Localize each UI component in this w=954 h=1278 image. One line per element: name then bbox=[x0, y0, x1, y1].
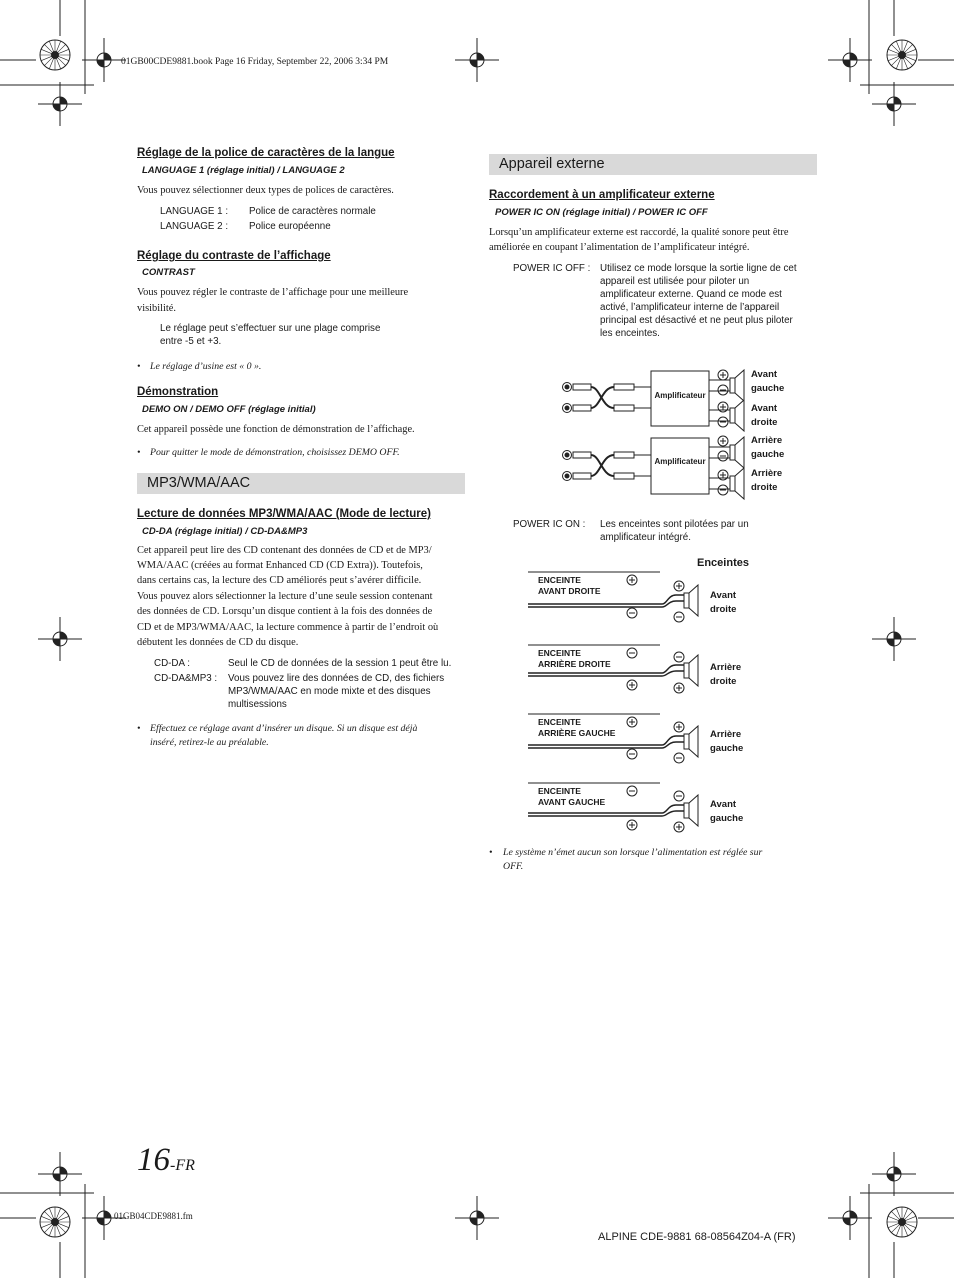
footer-file: 01GB04CDE9881.fm bbox=[114, 1211, 193, 1221]
mp3-text-7: débutent les données de CD du disque. bbox=[137, 637, 299, 648]
contrast-text-1: Vous pouvez régler le contraste de l’affichage pour une meilleure bbox=[137, 287, 409, 298]
power-ic-on-2: amplificateur intégré. bbox=[600, 532, 691, 543]
power-ic-off-key: POWER IC OFF : bbox=[513, 263, 591, 274]
amp-speaker-3: Arrière gauche bbox=[751, 435, 785, 460]
lead-label-4: ENCEINTE AVANT GAUCHE bbox=[538, 786, 606, 807]
mp3-text-1: Cet appareil peut lire des CD contenant des données de CD et de MP3/ bbox=[137, 545, 432, 556]
mp3-item-2-value-2: MP3/WMA/AAC en mode mixte et des disques bbox=[228, 686, 431, 697]
font-item-2-key: LANGUAGE 2 : bbox=[160, 221, 229, 232]
power-ic-off-3: amplificateur externe. Quand ce mode est bbox=[600, 289, 782, 300]
power-ic-off-5: principal est désactivé et ne peut plus piloter bbox=[600, 315, 793, 326]
contrast-setting: CONTRAST bbox=[142, 267, 195, 278]
demo-note: Pour quitter le mode de démonstration, choisissez DEMO OFF. bbox=[150, 447, 400, 458]
direct-speaker-1: Avant droite bbox=[710, 590, 737, 615]
speakers-diagram-title: Enceintes bbox=[697, 557, 749, 569]
font-item-1-key: LANGUAGE 1 : bbox=[160, 206, 229, 217]
appareil-section-heading: Appareil externe bbox=[499, 156, 605, 172]
demo-section-title: Démonstration bbox=[137, 386, 219, 398]
power-ic-off-1: Utilisez ce mode lorsque la sortie ligne de cet bbox=[600, 263, 797, 274]
amp-label-2: Amplificateur bbox=[654, 457, 706, 466]
amp-note-2: OFF. bbox=[503, 861, 524, 872]
contrast-range-1: Le réglage peut s’effectuer sur une plage comprise bbox=[160, 323, 381, 334]
amp-setting: POWER IC ON (réglage initial) / POWER IC OFF bbox=[495, 207, 708, 218]
direct-speaker-3: Arrière gauche bbox=[710, 729, 744, 754]
mp3-text-4: Vous pouvez alors sélectionner la lecture d’une seule session contenant bbox=[137, 591, 433, 602]
demo-text: Cet appareil possède une fonction de démonstration de l’affichage. bbox=[137, 424, 415, 435]
footer-model: ALPINE CDE-9881 68-08564Z04-A (FR) bbox=[598, 1231, 796, 1243]
page-number: 16-FR bbox=[137, 1142, 195, 1178]
amp-note-1: Le système n’émet aucun son lorsque l’alimentation est réglée sur bbox=[503, 847, 763, 858]
amp-speaker-2: Avant droite bbox=[751, 403, 778, 428]
direct-speaker-4: Avant gauche bbox=[710, 799, 744, 824]
mp3-section-heading: MP3/WMA/AAC bbox=[147, 475, 251, 491]
amp-text-1: Lorsqu’un amplificateur externe est raccordé, la qualité sonore peut être bbox=[489, 227, 789, 238]
power-ic-off-2: appareil est utilisée pour piloter un bbox=[600, 276, 750, 287]
contrast-note-bullet: • bbox=[137, 361, 141, 372]
mp3-text-3: dans certains cas, la lecture des CD améliorés peut s’avérer difficile. bbox=[137, 575, 422, 586]
mp3-note-bullet: • bbox=[137, 723, 141, 734]
lead-label-3: ENCEINTE ARRIÈRE GAUCHE bbox=[538, 717, 616, 738]
mp3-item-2-value-1: Vous pouvez lire des données de CD, des fichiers bbox=[228, 673, 445, 684]
amp-title: Raccordement à un amplificateur externe bbox=[489, 189, 715, 201]
mp3-text-6: CD et de MP3/WMA/AAC, la lecture commence à partir de l’endroit où bbox=[137, 622, 439, 633]
font-setting: LANGUAGE 1 (réglage initial) / LANGUAGE 2 bbox=[142, 165, 345, 176]
mp3-text-2: WMA/AAC (créées au format Enhanced CD (CD Extra)). Toutefois, bbox=[137, 560, 423, 571]
mp3-item-2-key: CD-DA&MP3 : bbox=[154, 673, 218, 684]
amp-text-2: améliorée en coupant l’alimentation de l’amplificateur intégré. bbox=[489, 242, 750, 253]
amp-note-bullet: • bbox=[489, 847, 493, 858]
mp3-item-1-key: CD-DA : bbox=[154, 658, 190, 669]
contrast-note: Le réglage d’usine est « 0 ». bbox=[150, 361, 262, 372]
contrast-text-2: visibilité. bbox=[137, 303, 176, 314]
amp-speaker-1: Avant gauche bbox=[751, 369, 785, 394]
amp-label-1: Amplificateur bbox=[654, 391, 706, 400]
power-ic-off-4: activé, l’amplificateur interne de l’appareil bbox=[600, 302, 780, 313]
lead-label-1: ENCEINTE AVANT DROITE bbox=[538, 575, 601, 596]
power-ic-off-6: les enceintes. bbox=[600, 328, 660, 339]
mp3-title: Lecture de données MP3/WMA/AAC (Mode de lecture) bbox=[137, 508, 431, 520]
font-item-2-value: Police européenne bbox=[249, 221, 331, 232]
font-text: Vous pouvez sélectionner deux types de polices de caractères. bbox=[137, 185, 394, 196]
demo-note-bullet: • bbox=[137, 447, 141, 458]
contrast-range-2: entre -5 et +3. bbox=[160, 336, 222, 347]
mp3-note-1: Effectuez ce réglage avant d’insérer un disque. Si un disque est déjà bbox=[150, 723, 418, 734]
contrast-section-title: Réglage du contraste de l’affichage bbox=[137, 250, 331, 262]
mp3-setting: CD-DA (réglage initial) / CD-DA&MP3 bbox=[142, 526, 308, 537]
mp3-note-2: inséré, retirez-le au préalable. bbox=[150, 737, 269, 748]
power-ic-on-1: Les enceintes sont pilotées par un bbox=[600, 519, 749, 530]
font-section-title: Réglage de la police de caractères de la langue bbox=[137, 147, 395, 159]
font-item-1-value: Police de caractères normale bbox=[249, 206, 376, 217]
book-info: 01GB00CDE9881.book Page 16 Friday, September 22, 2006 3:34 PM bbox=[121, 57, 389, 67]
amp-speaker-4: Arrière droite bbox=[751, 468, 783, 493]
mp3-text-5: des données de CD. Lorsqu’un disque contient à la fois des données de bbox=[137, 606, 433, 617]
demo-setting: DEMO ON / DEMO OFF (réglage initial) bbox=[142, 404, 316, 415]
lead-label-2: ENCEINTE ARRIÈRE DROITE bbox=[538, 648, 611, 669]
direct-speaker-2: Arrière droite bbox=[710, 662, 742, 687]
mp3-item-2-value-3: multisessions bbox=[228, 699, 287, 710]
power-ic-on-key: POWER IC ON : bbox=[513, 519, 586, 530]
mp3-item-1-value: Seul le CD de données de la session 1 peut être lu. bbox=[228, 658, 452, 669]
